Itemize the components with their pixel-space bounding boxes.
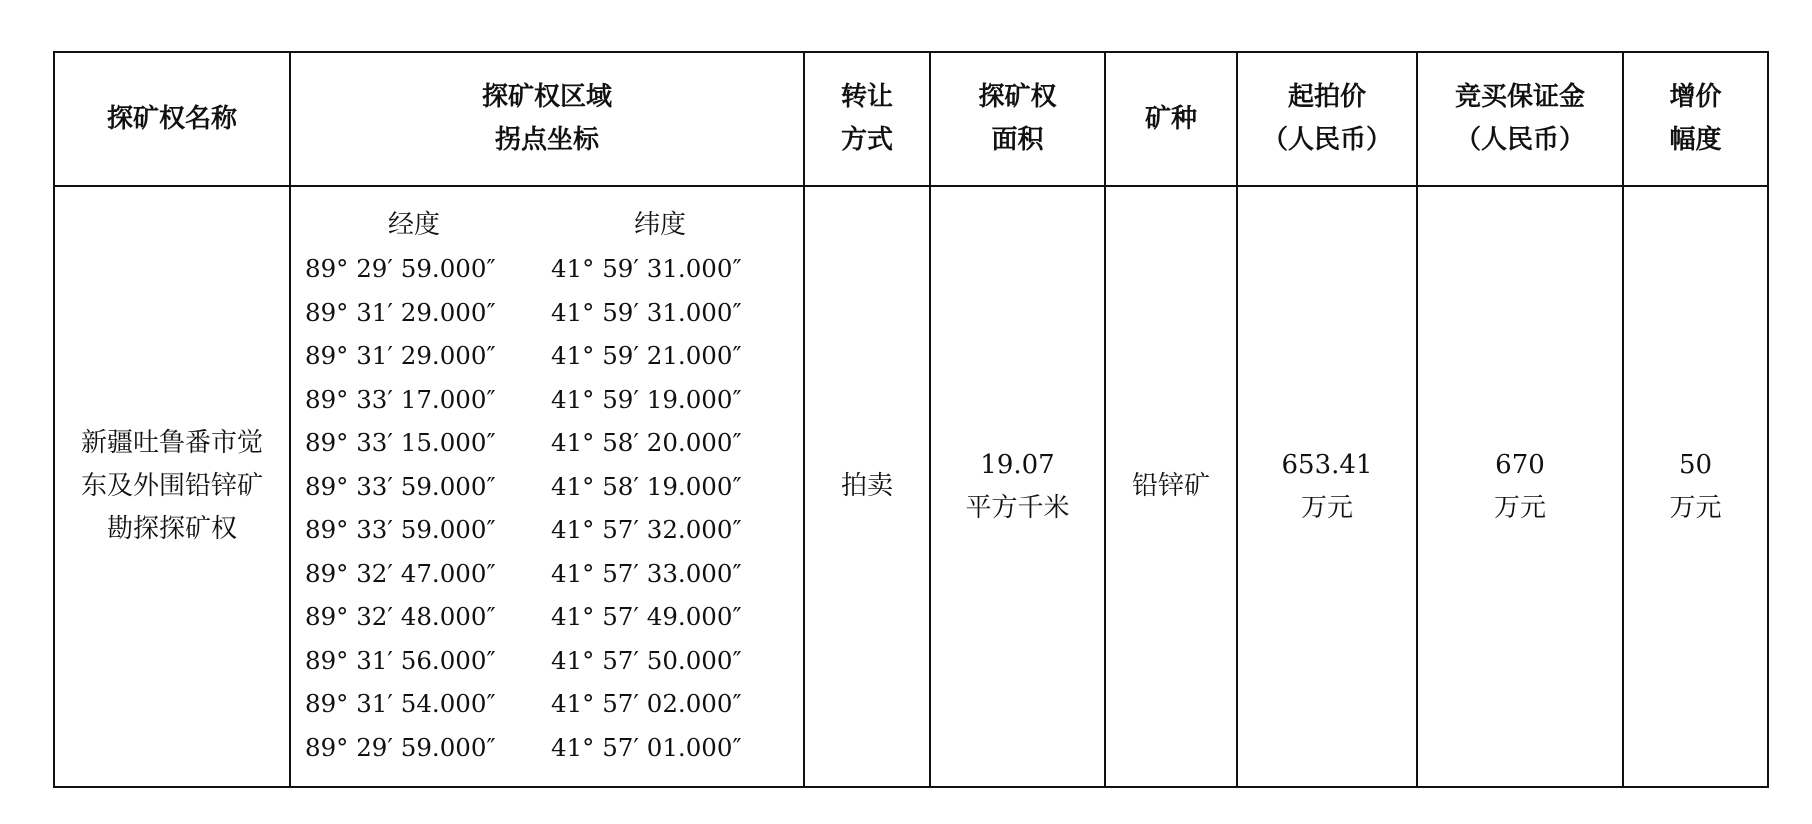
header-increment [1623,52,1768,186]
start-price-unit: 万元 [1300,492,1353,523]
coordinate-row [305,465,803,509]
coordinate-row [305,508,803,552]
header-start-price [1237,52,1417,186]
cell-name [54,186,290,787]
latitude-value: 41° 57′ 01.000″ [551,732,742,762]
cell-area [930,186,1105,787]
deposit-value: 670 [1495,449,1545,480]
coordinate-row [305,247,803,291]
header-name [54,52,290,186]
header-name-line: 探矿权名称 [106,103,237,134]
coordinate-row [305,552,803,596]
coordinate-column-headers [291,204,803,247]
header-mineral [1105,52,1237,186]
coordinate-row [305,595,803,639]
header-area-line: 探矿权 [978,82,1057,112]
longitude-header: 经度 [387,210,440,240]
cell-mineral [1105,186,1237,787]
longitude-value: 89° 32′ 47.000″ [305,558,496,588]
latitude-value: 41° 57′ 33.000″ [551,558,742,588]
latitude-value: 41° 57′ 50.000″ [551,645,742,675]
header-increment-line: 增价 [1669,82,1722,112]
cell-increment [1623,186,1768,787]
header-increment-line: 幅度 [1669,125,1722,155]
latitude-value: 41° 59′ 31.000″ [551,297,742,327]
coordinate-row [305,334,803,378]
header-transfer-line: 方式 [840,125,893,155]
coordinate-row [305,639,803,683]
latitude-value: 41° 58′ 20.000″ [551,428,742,457]
latitude-value: 41° 57′ 49.000″ [551,602,742,631]
deposit-unit: 万元 [1493,492,1546,523]
coordinate-row [305,421,803,465]
header-start-price-line: （人民币） [1261,125,1392,155]
increment-value: 50 [1678,449,1713,480]
coordinate-row [305,682,803,726]
latitude-value: 41° 59′ 21.000″ [551,341,742,370]
name-line: 新疆吐鲁番市觉 [80,428,263,458]
cell-coordinates [290,186,804,787]
longitude-value: 89° 31′ 56.000″ [305,645,496,675]
increment-unit: 万元 [1669,492,1722,523]
coordinate-row [305,378,803,422]
latitude-header: 纬度 [633,210,686,240]
header-deposit-line: 竞买保证金 [1454,82,1585,112]
header-transfer [804,52,930,186]
latitude-value: 41° 57′ 02.000″ [551,689,742,718]
longitude-value: 89° 31′ 54.000″ [305,689,496,718]
header-deposit [1417,52,1623,186]
longitude-value: 89° 32′ 48.000″ [305,602,496,631]
latitude-value: 41° 58′ 19.000″ [551,471,742,501]
cell-deposit [1417,186,1623,787]
longitude-value: 89° 31′ 29.000″ [305,297,496,327]
longitude-value: 89° 29′ 59.000″ [305,732,496,762]
longitude-value: 89° 33′ 17.000″ [305,384,496,414]
latitude-value: 41° 59′ 19.000″ [551,384,742,414]
header-row [54,52,1768,186]
header-transfer-line: 转让 [840,82,893,112]
transfer-value: 拍卖 [840,471,893,501]
name-line: 东及外围铅锌矿 [80,471,263,501]
header-area [930,52,1105,186]
longitude-value: 89° 31′ 29.000″ [305,341,496,370]
mineral-value: 铅锌矿 [1131,471,1210,501]
coordinate-row [305,726,803,770]
header-coordinates-line: 拐点坐标 [494,125,599,155]
latitude-value: 41° 57′ 32.000″ [551,515,742,544]
area-unit: 平方千米 [965,492,1070,523]
coordinate-row [305,291,803,335]
longitude-value: 89° 29′ 59.000″ [305,254,496,283]
start-price-value: 653.41 [1281,449,1373,480]
mining-rights-table [53,51,1769,788]
header-start-price-line: 起拍价 [1287,82,1366,112]
header-deposit-line: （人民币） [1454,125,1585,155]
header-coordinates-line: 探矿权区域 [481,82,612,112]
longitude-value: 89° 33′ 59.000″ [305,471,496,501]
longitude-value: 89° 33′ 15.000″ [305,428,496,457]
cell-start-price [1237,186,1417,787]
area-value: 19.07 [980,449,1055,480]
header-mineral-line: 矿种 [1144,103,1197,134]
cell-transfer [804,186,930,787]
header-coordinates [290,52,804,186]
header-area-line: 面积 [991,125,1044,155]
latitude-value: 41° 59′ 31.000″ [551,254,742,283]
name-line: 勘探探矿权 [106,514,237,544]
coordinate-list [291,247,803,769]
table-row [54,186,1768,787]
longitude-value: 89° 33′ 59.000″ [305,515,496,544]
